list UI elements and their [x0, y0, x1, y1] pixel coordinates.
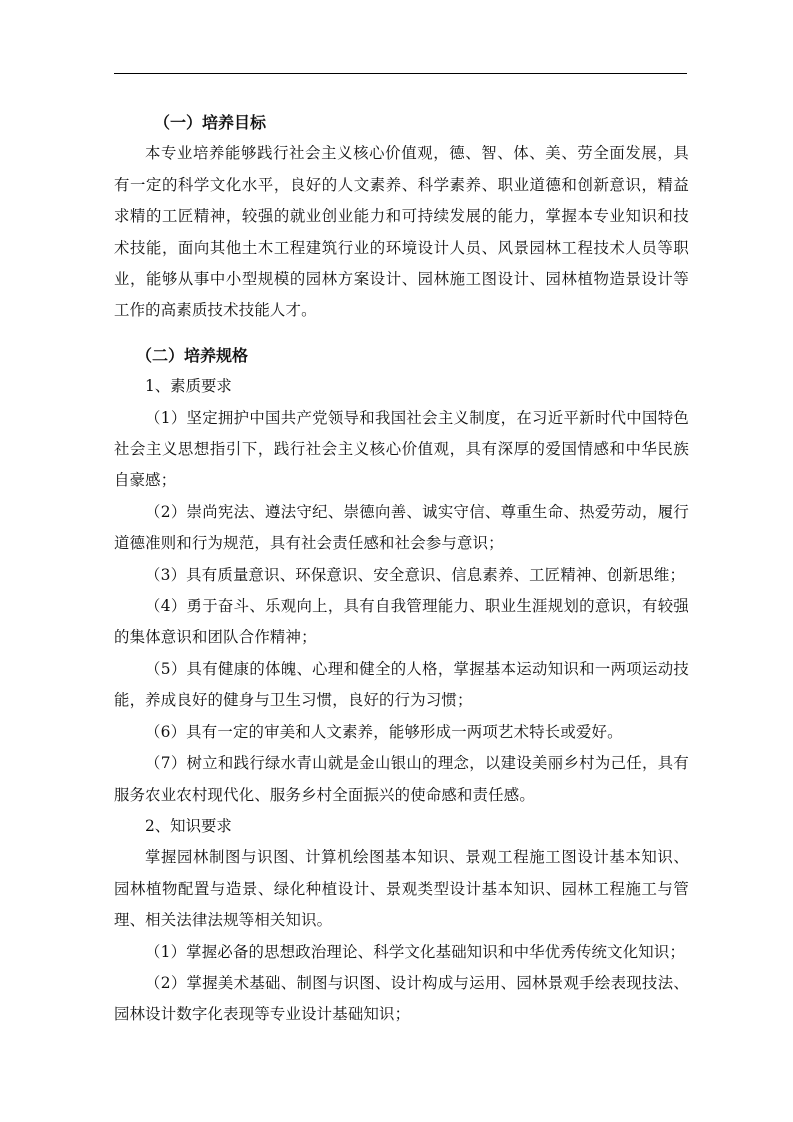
- section-heading-training-goal: （一）培养目标: [154, 113, 267, 132]
- quality-item: （5）具有健康的体魄、心理和健全的人格，掌握基本运动知识和一两项运动技能，养成良好的健身与卫生习惯，良好的行为习惯；: [114, 659, 689, 710]
- knowledge-intro-paragraph: 掌握园林制图与识图、计算机绘图基本知识、景观工程施工图设计基本知识、园林植物配置与造景、绿化种植设计、景观类型设计基本知识、园林工程施工与管理、相关法律法规等相关知识。: [114, 848, 689, 930]
- header-rule: [114, 73, 687, 74]
- knowledge-item: （1）掌握必备的思想政治理论、科学文化基础知识和中华优秀传统文化知识；: [145, 942, 686, 961]
- quality-item: （1）坚定拥护中国共产党领导和我国社会主义制度，在习近平新时代中国特色社会主义思想指引下，践行社会主义核心价值观，具有深厚的爱国情感和中华民族自豪感；: [114, 408, 689, 490]
- quality-item: （6）具有一定的审美和人文素养，能够形成一两项艺术特长或爱好。: [145, 722, 623, 741]
- quality-item: （7）树立和践行绿水青山就是金山银山的理念，以建设美丽乡村为己任，具有服务农业农村现代化、服务乡村全面振兴的使命感和责任感。: [114, 754, 689, 804]
- knowledge-requirements-title: 2、知识要求: [145, 816, 232, 835]
- quality-requirements-title: 1、素质要求: [145, 377, 232, 396]
- section-heading-training-spec: （二）培养规格: [136, 345, 249, 365]
- quality-item: （2）崇尚宪法、遵法守纪、崇德向善、诚实守信、尊重生命、热爱劳动，履行道德准则和行为规范，具有社会责任感和社会参与意识；: [114, 502, 689, 553]
- training-goal-paragraph: 本专业培养能够践行社会主义核心价值观，德、智、体、美、劳全面发展，具有一定的科学文化水平，良好的人文素养、科学素养、职业道德和创新意识，精益求精的工匠精神，较强的就业创业能力和可持续发展的能力，掌握本专业知识和技术技能，面向其他土木工程建筑行业的环境设计人员、风景园林工程技术人员等职业，能够从事中小型规模的园林方案设计、园林施工图设计、园林植物造景设计等工作的高素质技术技能人才。: [114, 144, 689, 320]
- quality-item: （3）具有质量意识、环保意识、安全意识、信息素养、工匠精神、创新思维；: [145, 565, 686, 584]
- knowledge-item: （2）掌握美术基础、制图与识图、设计构成与运用、园林景观手绘表现技法、园林设计数字化表现等专业设计基础知识；: [114, 973, 689, 1024]
- document-body: [114, 107, 689, 1031]
- quality-item: （4）勇于奋斗、乐观向上，具有自我管理能力、职业生涯规划的意识，有较强的集体意识和团队合作精神；: [114, 597, 689, 647]
